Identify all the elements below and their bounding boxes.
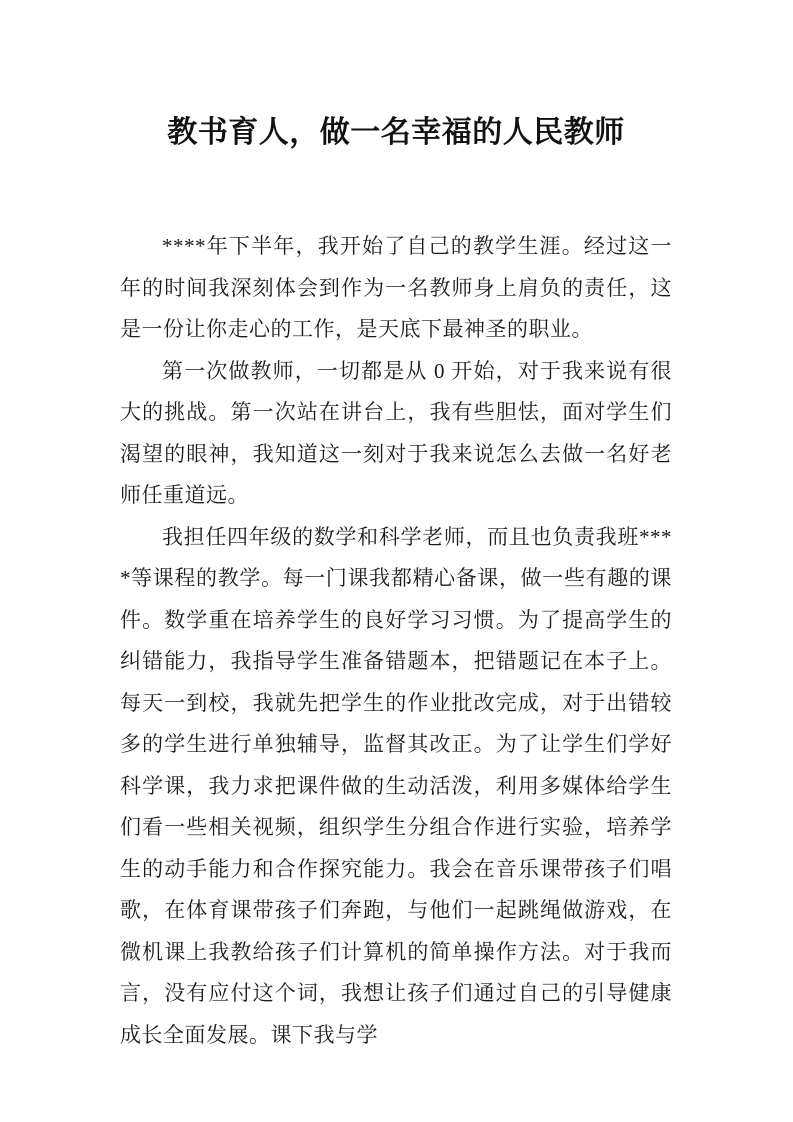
paragraph-teaching-duties: 我担任四年级的数学和科学老师，而且也负责我班****等课程的教学。每一门课我都精心备课，做一些有趣的课件。数学重在培养学生的良好学习习惯。为了提高学生的纠错能力，我指导学生准备错题本，把错题记在本子上。每天一到校，我就先把学生的作业批改完成，对于出错较多的学生进行单独辅导，监督其改正。为了让学生们学好科学课，我力求把课件做的生动活泼，利用多媒体给学生们看一些相关视频，组织学生分组合作进行实验，培养学生的动手能力和合作探究能力。我会在音乐课带孩子们唱歌，在体育课带孩子们奔跑，与他们一起跳绳做游戏，在微机课上我教给孩子们计算机的简单操作方法。对于我而言，没有应付这个词，我想让孩子们通过自己的引导健康成长全面发展。课下我与学 (120, 524, 672, 1047)
paragraph-first-time-teacher: 第一次做教师，一切都是从 0 开始，对于我来说有很大的挑战。第一次站在讲台上，我有些胆怯，面对学生们渴望的眼神，我知道这一刻对于我来说怎么去做一名好老师任重道远。 (120, 358, 672, 507)
paragraph-intro: ****年下半年，我开始了自己的教学生涯。经过这一年的时间我深刻体会到作为一名教师身上肩负的责任，这是一份让你走心的工作，是天底下最神圣的职业。 (120, 234, 672, 341)
document-body (120, 226, 672, 1056)
document-title: 教书育人，做一名幸福的人民教师 (167, 116, 625, 149)
